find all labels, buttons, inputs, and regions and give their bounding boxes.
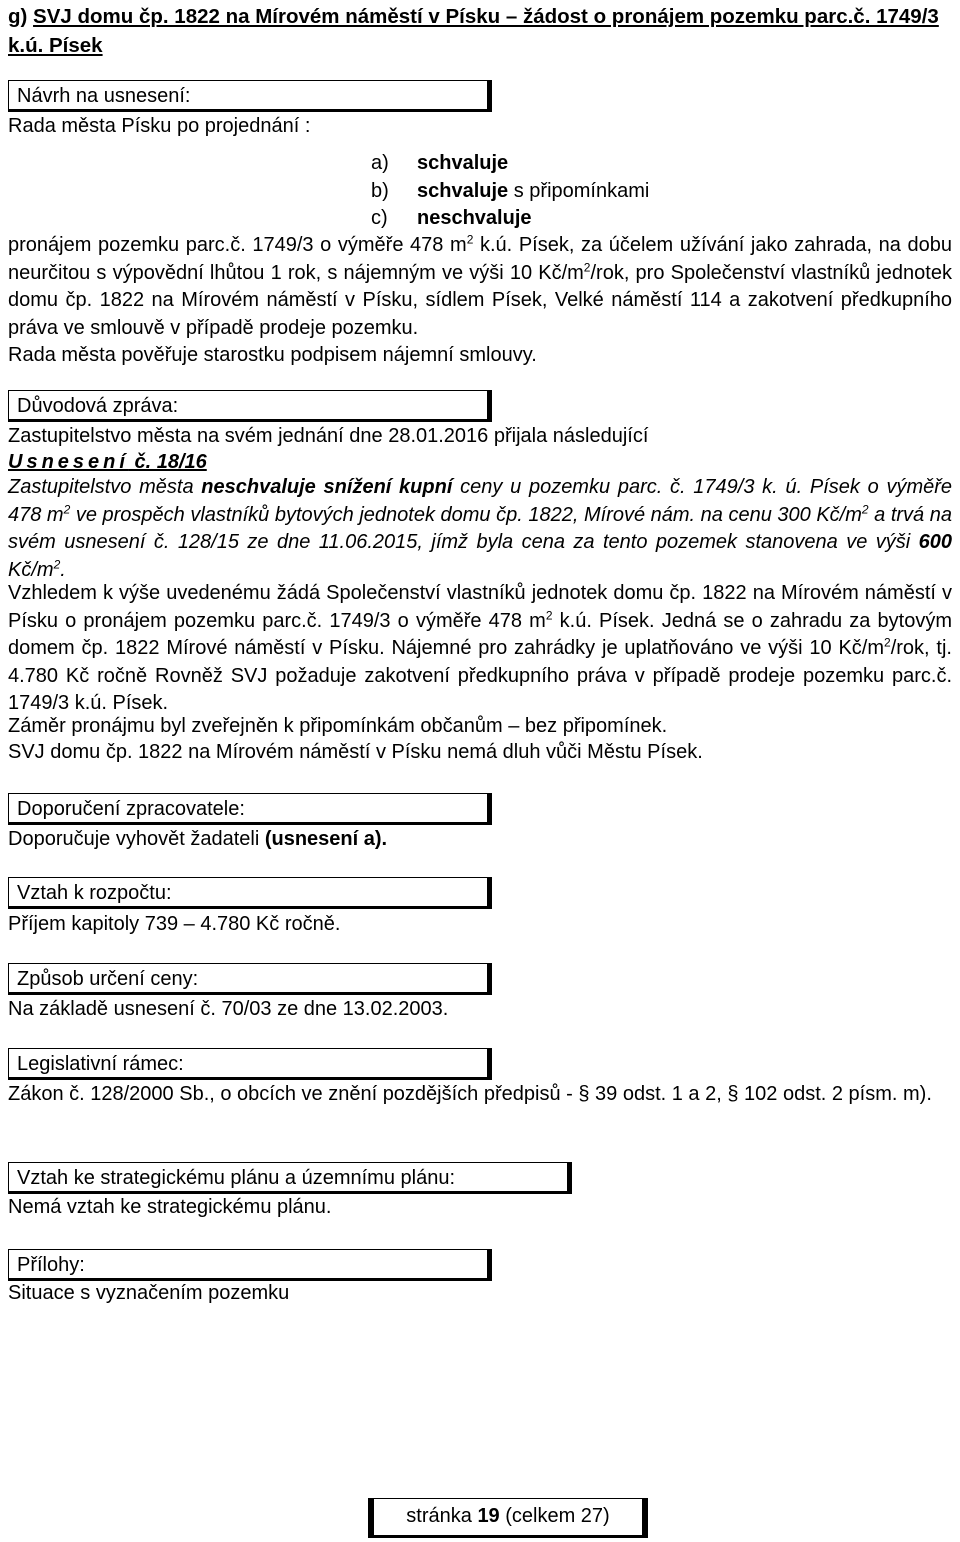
proposal-body-part: k.ú. Písek, za účelem užívání jako zahrada, na dobu neurčitou s výpovědní lhůtou 1 rok, s nájemným ve výši 10 Kč/m <box>8 234 952 284</box>
option-verb: neschvaluje <box>417 207 532 229</box>
option-letter: c) <box>371 207 388 229</box>
pricing-heading: Způsob určení ceny: <box>17 968 199 990</box>
option-verb: schvaluje <box>417 152 509 174</box>
superscript: 2 <box>63 501 71 516</box>
text-part: (usnesení a). <box>264 828 388 850</box>
recommendation-text <box>8 826 387 854</box>
proposal-body <box>8 232 952 342</box>
option-a <box>371 150 649 178</box>
pricing-heading-box <box>8 963 492 995</box>
attachments-heading-box <box>8 1249 492 1281</box>
pricing-text: Na základě usnesení č. 70/03 ze dne 13.02.2003. <box>8 998 449 1020</box>
reason-heading-box <box>8 390 492 422</box>
budget-text: Příjem kapitoly 739 – 4.780 Kč ročně. <box>8 913 341 935</box>
strategy-heading-box <box>8 1162 572 1194</box>
resolution-label: Usnesení <box>8 451 129 473</box>
resolution-number <box>8 449 207 477</box>
reason-paragraph <box>8 580 952 718</box>
debt-statement: SVJ domu čp. 1822 na Mírovém náměstí v Písku nemá dluh vůči Městu Písek. <box>8 741 703 763</box>
option-rest: s připomínkami <box>508 179 650 202</box>
strategy-heading: Vztah ke strategickému plánu a územnímu plánu: <box>17 1167 456 1189</box>
strategy-text: Nemá vztah ke strategickému plánu. <box>8 1196 332 1218</box>
superscript: 2 <box>884 635 891 650</box>
title-text: SVJ domu čp. 1822 na Mírovém náměstí v Písku – žádost o pronájem pozemku parc.č. 1749/3 k.ú. Písek <box>8 5 939 57</box>
page-total: (celkem 27) <box>499 1505 610 1527</box>
text-part: k.ú. Písek. Jedná se o zahradu za bytovým domem čp. 1822 Mírové náměstí v Písku. Nájemné pro zahrádky je uplatňováno ve výši 10 Kč/m <box>8 609 952 659</box>
recommendation-heading: Doporučení zpracovatele: <box>17 798 245 820</box>
text-part: Zastupitelstvo města <box>8 476 202 498</box>
superscript: 2 <box>583 259 591 274</box>
text-part: /rok, tj. 4.780 Kč ročně Rovněž SVJ požaduje zakotvení předkupního práva v případě prodeje pozemku parc.č. 1749/3 k.ú. Písek. <box>8 637 952 714</box>
proposal-heading: Návrh na usnesení: <box>17 85 191 107</box>
text-part: snížení kupní <box>323 476 453 498</box>
text-part: 600 <box>918 531 952 553</box>
option-c <box>371 205 649 233</box>
reason-heading: Důvodová zpráva: <box>17 395 179 417</box>
budget-heading-box <box>8 877 492 909</box>
text-part: a trvá na svém usnesení č. 128/15 ze dne 11.06.2015, jímž byla cena za tento pozemek stanovena ve výši <box>8 503 952 553</box>
resolution-id: č. 18/16 <box>128 451 207 473</box>
text-part: Vzhledem k výše uvedenému žádá Společenství vlastníků jednotek domu čp. 1822 na Mírovém náměstí v Písku o pronájem pozemku parc.č. 1749/3 o výměře 478 m <box>8 582 952 632</box>
title-prefix: g) <box>8 5 34 28</box>
text-part: Doporučuje vyhovět žadateli <box>8 828 265 850</box>
page-label: stránka <box>406 1505 478 1527</box>
text-part: ceny u pozemku parc. č. 1749/3 k. ú. Písek o výměře 478 m <box>8 476 953 526</box>
resolution-options <box>371 150 649 233</box>
text-part: Kč/m <box>8 558 54 581</box>
reason-intro: Zastupitelstvo města na svém jednání dne 28.01.2016 přijala následující <box>8 425 649 447</box>
superscript: 2 <box>861 501 869 516</box>
proposal-heading-box <box>8 80 492 112</box>
agenda-item-title <box>8 2 952 60</box>
proposal-authorization: Rada města pověřuje starostku podpisem nájemní smlouvy. <box>8 344 537 366</box>
superscript: 2 <box>545 607 553 622</box>
legislation-heading-box <box>8 1048 492 1080</box>
option-letter: a) <box>371 152 389 174</box>
option-letter: b) <box>371 179 389 202</box>
superscript: 2 <box>466 232 474 247</box>
proposal-intro: Rada města Písku po projednání : <box>8 115 311 137</box>
text-part: neschvaluje <box>201 476 316 498</box>
recommendation-heading-box <box>8 793 492 825</box>
legislation-heading: Legislativní rámec: <box>17 1053 184 1075</box>
attachments-heading: Přílohy: <box>17 1254 85 1276</box>
legislation-text: Zákon č. 128/2000 Sb., o obcích ve znění pozdějších předpisů - § 39 odst. 1 a 2, § 102 odst. 2 písm. m). <box>8 1083 932 1105</box>
text-part: . <box>60 558 66 581</box>
council-resolution-text <box>8 474 952 584</box>
attachments-text: Situace s vyznačením pozemku <box>8 1282 290 1304</box>
page-number: 19 <box>477 1505 500 1527</box>
intention-notice: Záměr pronájmu byl zveřejněn k připomínkám občanům – bez připomínek. <box>8 715 668 737</box>
option-verb: schvaluje <box>417 179 509 202</box>
proposal-body-part: /rok, pro Společenství vlastníků jednotek domu čp. 1822 na Mírovém náměstí v Písku, sídlem Písek, Velké náměstí 114 a zakotvení předkupního práva ve smlouvě v případě prodeje pozemku. <box>8 261 952 339</box>
proposal-body-part: pronájem pozemku parc.č. 1749/3 o výměře 478 m <box>8 234 467 256</box>
superscript: 2 <box>53 556 61 571</box>
text-part: ve prospěch vlastníků bytových jednotek domu čp. 1822, Mírové nám. na cenu 300 Kč/m <box>70 503 862 526</box>
option-b <box>371 178 649 206</box>
page-number-box <box>368 1498 648 1538</box>
text-part <box>316 476 324 498</box>
budget-heading: Vztah k rozpočtu: <box>17 882 172 904</box>
